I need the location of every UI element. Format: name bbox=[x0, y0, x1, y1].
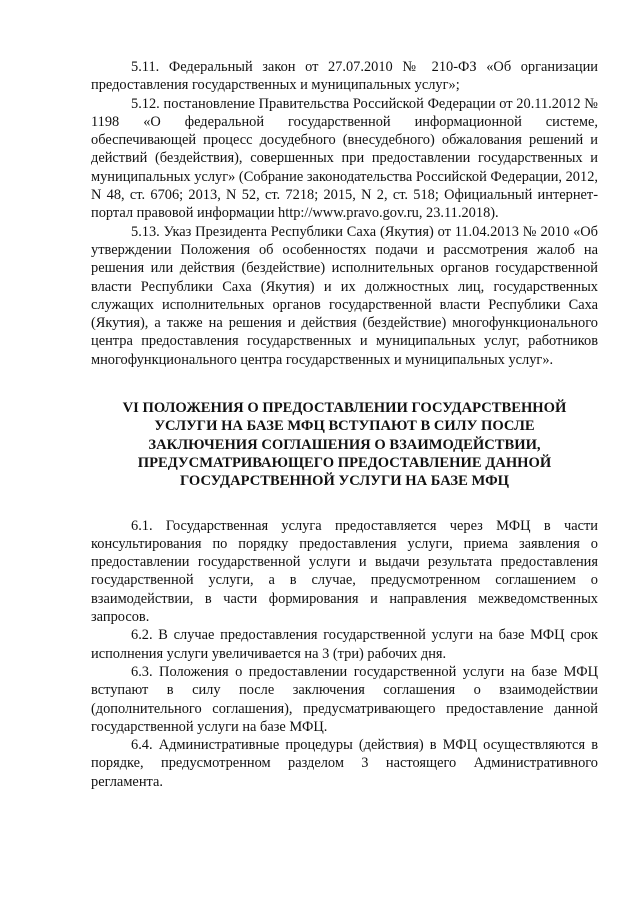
heading-line: ПРЕДУСМАТРИВАЮЩЕГО ПРЕДОСТАВЛЕНИЕ ДАННОЙ bbox=[137, 454, 552, 471]
document-page bbox=[91, 58, 598, 791]
paragraph-6-3: 6.3. Положения о предоставлении государственной услуги на базе МФЦ вступают в силу после заключения соглашения о взаимодействии (дополнительного соглашения), предусматривающего предоставление данной государственной услуги на базе МФЦ. bbox=[91, 663, 598, 735]
section-heading bbox=[91, 399, 598, 490]
heading-line: ЗАКЛЮЧЕНИЯ СОГЛАШЕНИЯ О ВЗАИМОДЕЙСТВИИ, bbox=[148, 436, 541, 453]
paragraph-6-4: 6.4. Административные процедуры (действия) в МФЦ осуществляются в порядке, предусмотренном разделом 3 настоящего Административного регламента. bbox=[91, 737, 598, 790]
paragraph-5-12: 5.12. постановление Правительства Российской Федерации от 20.11.2012 № 1198 «О федеральной государственной информационной системе, обеспечивающей процесс досудебного (внесудебного) обжалования решений и действий (бездействия), совершенных при предоставлении государственных и муниципальных услуг» (Собрание законодательства Российской Федерации, 2012, N 48, ст. 6706; 2013, N 52, ст. 7218; 2015, N 2, ст. 518; Официальный интернет-портал правовой информации http://www.pravo.gov.ru, 23.11.2018). bbox=[91, 95, 598, 222]
heading-line: УСЛУГИ НА БАЗЕ МФЦ ВСТУПАЮТ В СИЛУ ПОСЛЕ bbox=[154, 418, 535, 435]
paragraph-5-13: 5.13. Указ Президента Республики Саха (Якутия) от 11.04.2013 № 2010 «Об утверждении Положения об особенностях подачи и рассмотрения жалоб на решения или действия (бездействие) исполнительных органов государственной власти Республики Саха (Якутия) и их должностных лиц, государственных служащих исполнительных органов государственной власти Республики Саха (Якутия), а также на решения и действия (бездействие) многофункционального центра предоставления государственных и муниципальных услуг, работников многофункционального центра государственных и муниципальных услуг». bbox=[91, 223, 598, 368]
paragraph-6-2: 6.2. В случае предоставления государственной услуги на базе МФЦ срок исполнения услуги увеличивается на 3 (три) рабочих дня. bbox=[91, 627, 598, 662]
paragraph-5-11: 5.11. Федеральный закон от 27.07.2010 № 210-ФЗ «Об организации предоставления государственных и муниципальных услуг»; bbox=[91, 59, 598, 94]
paragraph-6-1: 6.1. Государственная услуга предоставляется через МФЦ в части консультирования по порядку предоставления услуги, приема заявления о предоставлении государственной услуги и выдачи результата предоставления государственной услуги, а в случае, предусмотренном соглашением о взаимодействии, в части формирования и направления межведомственных запросов. bbox=[91, 517, 598, 626]
heading-line: ГОСУДАРСТВЕННОЙ УСЛУГИ НА БАЗЕ МФЦ bbox=[180, 473, 509, 490]
heading-line: VI ПОЛОЖЕНИЯ О ПРЕДОСТАВЛЕНИИ ГОСУДАРСТВЕННОЙ bbox=[122, 400, 567, 417]
